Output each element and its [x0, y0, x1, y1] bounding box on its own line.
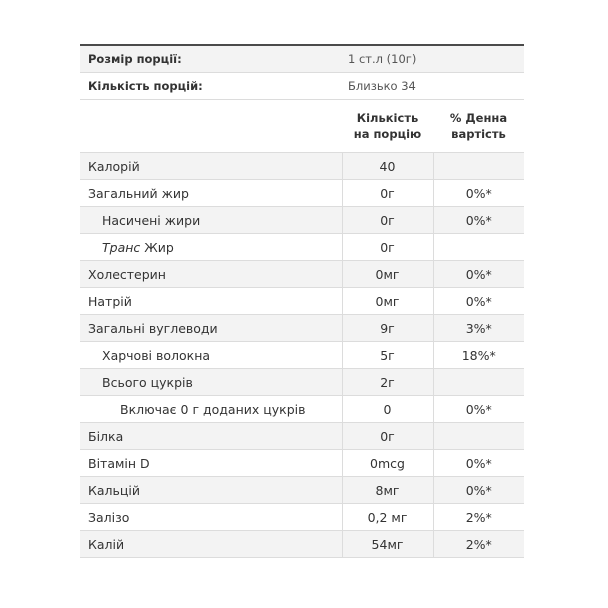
- nutrient-amount: 0г: [342, 207, 433, 234]
- nutrient-daily-value: [433, 234, 524, 261]
- nutrient-daily-value: 2%*: [433, 504, 524, 531]
- nutrient-row: [80, 315, 524, 342]
- nutrient-amount: 0мг: [342, 261, 433, 288]
- nutrient-row: [80, 234, 524, 261]
- nutrient-amount: 0мг: [342, 288, 433, 315]
- servings-count-row: [80, 73, 524, 100]
- nutrient-row: [80, 477, 524, 504]
- nutrient-name: Кальцій: [80, 477, 342, 504]
- nutrient-name: Загальний жир: [80, 180, 342, 207]
- nutrient-name: Всього цукрів: [80, 369, 342, 396]
- servings-count-label: Кількість порцій:: [80, 73, 342, 100]
- servings-count-value: Близько 34: [342, 73, 524, 100]
- nutrient-daily-value: 18%*: [433, 342, 524, 369]
- nutrient-amount: 0г: [342, 423, 433, 450]
- nutrient-daily-value: 0%*: [433, 396, 524, 423]
- nutrient-amount: 0г: [342, 180, 433, 207]
- nutrient-amount: 5г: [342, 342, 433, 369]
- nutrient-name: Залізо: [80, 504, 342, 531]
- nutrient-amount: 54мг: [342, 531, 433, 558]
- nutrient-daily-value: 3%*: [433, 315, 524, 342]
- nutrient-name: Включає 0 г доданих цукрів: [80, 396, 342, 423]
- nutrient-daily-value: 0%*: [433, 261, 524, 288]
- nutrient-amount: 0г: [342, 234, 433, 261]
- column-header-row: [80, 100, 524, 153]
- nutrient-row: [80, 504, 524, 531]
- nutrient-name: Холестерин: [80, 261, 342, 288]
- header-amount: Кількість на порцію: [342, 100, 433, 153]
- nutrient-amount: 2г: [342, 369, 433, 396]
- nutrient-row: [80, 423, 524, 450]
- nutrient-row: [80, 396, 524, 423]
- nutrient-name: Загальні вуглеводи: [80, 315, 342, 342]
- nutrient-daily-value: [433, 369, 524, 396]
- nutrient-row: [80, 369, 524, 396]
- nutrient-daily-value: 0%*: [433, 207, 524, 234]
- nutrient-name: Харчові волокна: [80, 342, 342, 369]
- nutrient-amount: 0mcg: [342, 450, 433, 477]
- nutrient-daily-value: [433, 423, 524, 450]
- nutrient-row: [80, 288, 524, 315]
- nutrient-amount: 0,2 мг: [342, 504, 433, 531]
- nutrient-name: [80, 234, 342, 261]
- nutrient-row: [80, 531, 524, 558]
- header-daily-value: % Денна вартість: [433, 100, 524, 153]
- nutrient-name-rest: Жир: [140, 239, 174, 255]
- nutrient-amount: 9г: [342, 315, 433, 342]
- nutrient-daily-value: 0%*: [433, 450, 524, 477]
- nutrient-amount: 0: [342, 396, 433, 423]
- serving-size-value: 1 ст.л (10г): [342, 46, 524, 73]
- nutrient-daily-value: 0%*: [433, 180, 524, 207]
- nutrient-row: [80, 153, 524, 180]
- nutrient-daily-value: 2%*: [433, 531, 524, 558]
- nutrient-daily-value: [433, 153, 524, 180]
- nutrient-row: [80, 180, 524, 207]
- nutrient-daily-value: 0%*: [433, 477, 524, 504]
- nutrient-row: [80, 342, 524, 369]
- nutrient-row: [80, 450, 524, 477]
- nutrient-name: Калій: [80, 531, 342, 558]
- nutrient-name: Вітамін D: [80, 450, 342, 477]
- nutrient-row: [80, 261, 524, 288]
- nutrient-amount: 40: [342, 153, 433, 180]
- nutrient-name-italic: Транс: [102, 239, 141, 255]
- nutrient-amount: 8мг: [342, 477, 433, 504]
- nutrient-daily-value: 0%*: [433, 288, 524, 315]
- nutrient-name: Калорій: [80, 153, 342, 180]
- nutrition-table: [80, 46, 524, 558]
- nutrient-row: [80, 207, 524, 234]
- serving-size-label: Розмір порції:: [80, 46, 342, 73]
- nutrient-name: Білка: [80, 423, 342, 450]
- nutrient-name: Натрій: [80, 288, 342, 315]
- nutrient-name: Насичені жири: [80, 207, 342, 234]
- header-blank: [80, 100, 342, 153]
- serving-size-row: [80, 46, 524, 73]
